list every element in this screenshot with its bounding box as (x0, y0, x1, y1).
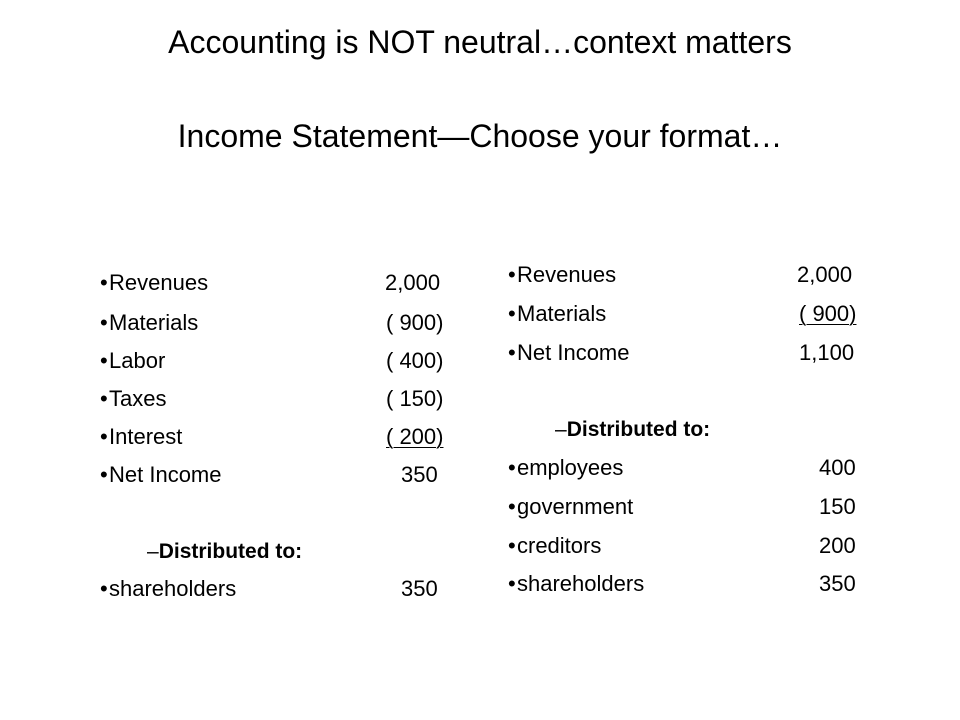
left-row-value: ( 200) (386, 424, 444, 449)
left-row-label: Labor (109, 348, 166, 373)
bullet-icon: • (100, 310, 108, 335)
left-distributed-label: Distributed to: (158, 540, 303, 563)
bullet-icon: • (100, 576, 108, 601)
bullet-icon: • (508, 494, 516, 519)
right-row-value: 2,000 (797, 262, 853, 287)
bullet-icon: • (508, 340, 516, 365)
right-row-value: 150 (819, 494, 856, 519)
right-row-value: 200 (819, 533, 856, 558)
left-row-value: 2,000 (385, 270, 441, 295)
left-row-value: ( 150) (386, 386, 444, 411)
right-distributed-label: Distributed to: (566, 418, 711, 441)
right-row-label: Revenues (517, 262, 617, 287)
right-row-shareholders (508, 571, 888, 605)
right-row-net-income (508, 340, 888, 374)
right-row-label: government (517, 494, 634, 519)
left-row-label: Net Income (109, 462, 222, 487)
right-row-label: Materials (517, 301, 607, 326)
bullet-icon: • (508, 455, 516, 480)
bullet-icon: • (508, 262, 516, 287)
right-row-value: 400 (819, 455, 856, 480)
bullet-icon: • (508, 301, 516, 326)
left-row-net-income (100, 462, 460, 496)
left-row-interest (100, 424, 460, 458)
right-row-label: employees (517, 455, 624, 480)
left-row-revenues (100, 270, 460, 304)
dash-icon: – (555, 418, 567, 441)
left-row-labor (100, 348, 460, 382)
bullet-icon: • (100, 462, 108, 487)
left-row-value: 350 (401, 576, 438, 601)
right-row-value: 350 (819, 571, 856, 596)
right-row-government (508, 494, 888, 528)
right-row-employees (508, 455, 888, 489)
left-row-materials (100, 310, 460, 344)
right-row-label: Net Income (517, 340, 630, 365)
left-row-label: Taxes (109, 386, 167, 411)
right-distributed-heading (555, 418, 710, 442)
left-row-label: Materials (109, 310, 199, 335)
left-row-label: Revenues (109, 270, 209, 295)
bullet-icon: • (100, 386, 108, 411)
right-row-label: creditors (517, 533, 602, 558)
bullet-icon: • (508, 571, 516, 596)
right-row-revenues (508, 262, 888, 296)
right-row-value: ( 900) (799, 301, 857, 326)
right-row-creditors (508, 533, 888, 567)
left-row-value: ( 900) (386, 310, 444, 335)
left-row-label: Interest (109, 424, 183, 449)
left-row-label: shareholders (109, 576, 237, 601)
left-row-value: 350 (401, 462, 438, 487)
left-distributed-heading (147, 540, 302, 564)
bullet-icon: • (100, 270, 108, 295)
right-row-materials (508, 301, 888, 335)
right-row-value: 1,100 (799, 340, 855, 365)
bullet-icon: • (100, 424, 108, 449)
bullet-icon: • (100, 348, 108, 373)
bullet-icon: • (508, 533, 516, 558)
right-row-label: shareholders (517, 571, 645, 596)
left-row-shareholders (100, 576, 460, 610)
left-row-value: ( 400) (386, 348, 444, 373)
slide-subtitle: Income Statement—Choose your format… (177, 118, 783, 154)
left-row-taxes (100, 386, 460, 420)
slide-title: Accounting is NOT neutral…context matters (168, 24, 792, 60)
dash-icon: – (147, 540, 159, 563)
